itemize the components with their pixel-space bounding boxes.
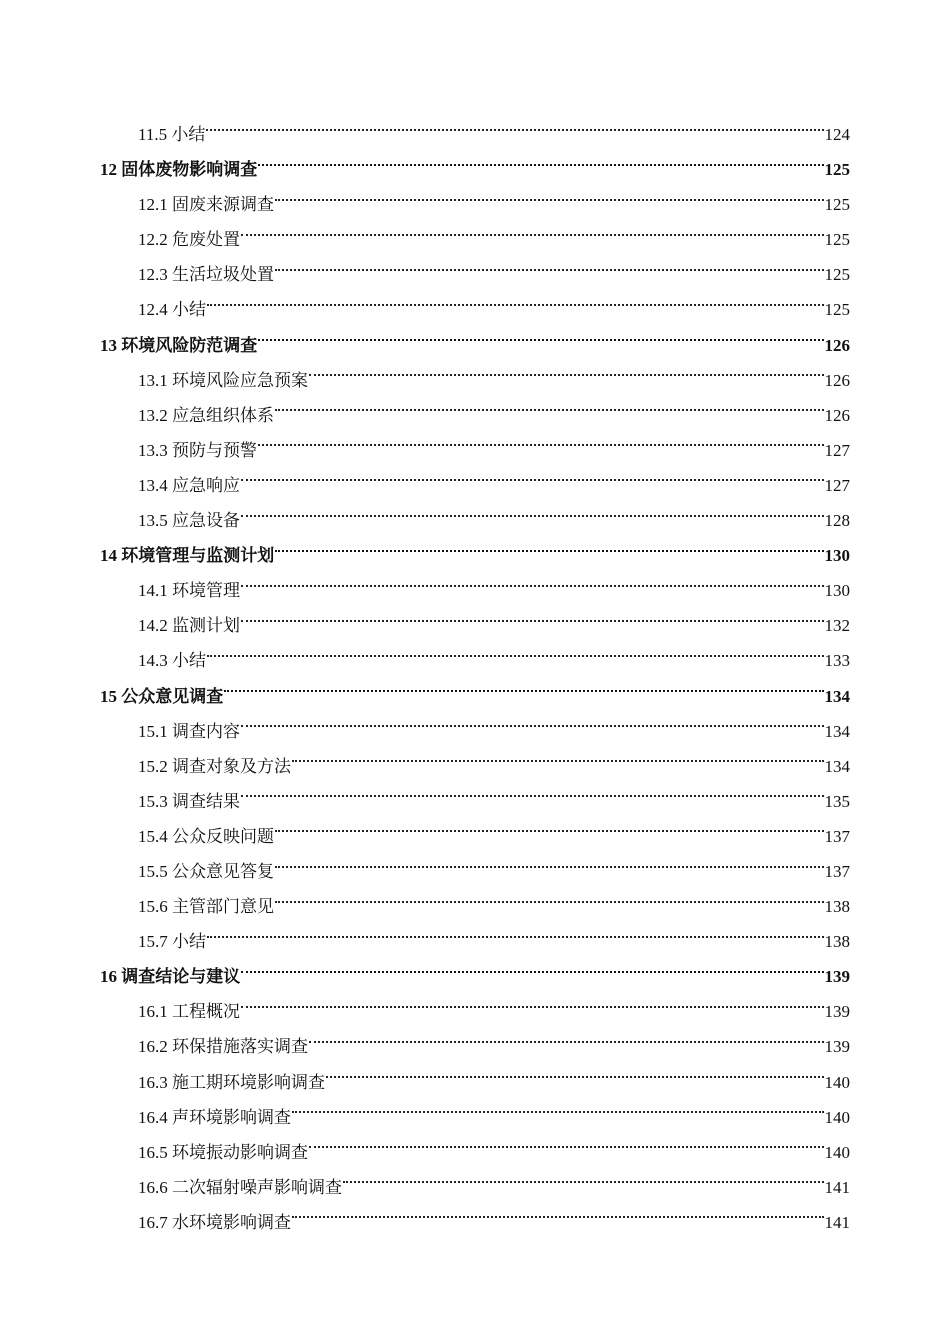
toc-section-entry[interactable] (100, 187, 850, 222)
toc-chapter-entry[interactable] (100, 152, 850, 187)
toc-dot-leader (275, 830, 824, 832)
toc-section-entry[interactable] (100, 257, 850, 292)
toc-section-entry[interactable] (100, 468, 850, 503)
toc-dot-leader (207, 304, 824, 306)
toc-page-number: 126 (824, 370, 850, 390)
toc-page-number: 125 (824, 265, 850, 285)
toc-dot-leader (343, 1181, 824, 1183)
toc-section-entry[interactable] (100, 398, 850, 433)
toc-page-number: 132 (824, 616, 850, 636)
toc-entry-title: 14.2 监测计划 (138, 616, 240, 636)
toc-dot-leader (275, 866, 824, 868)
toc-section-entry[interactable] (100, 1100, 850, 1135)
toc-page-number: 124 (824, 125, 850, 144)
toc-page-number: 137 (824, 826, 850, 846)
toc-entry-title: 13.5 应急设备 (138, 511, 240, 531)
toc-page-number: 127 (824, 475, 850, 495)
toc-entry-title: 16.1 工程概况 (138, 1002, 240, 1022)
toc-entry-title: 12.3 生活垃圾处置 (138, 265, 274, 285)
toc-section-entry[interactable] (100, 363, 850, 398)
toc-page-number: 140 (824, 1107, 850, 1127)
table-of-contents (100, 117, 850, 1240)
toc-section-entry[interactable] (100, 1205, 850, 1240)
toc-dot-leader (207, 936, 824, 938)
toc-dot-leader (241, 479, 824, 481)
toc-dot-leader (241, 795, 824, 797)
toc-entry-title: 12.2 危废处置 (138, 230, 240, 250)
toc-section-entry[interactable] (100, 503, 850, 538)
toc-page-number: 140 (824, 1072, 850, 1092)
toc-page-number: 133 (824, 651, 850, 671)
toc-dot-leader (275, 199, 824, 201)
toc-page-number: 141 (824, 1177, 850, 1197)
toc-section-entry[interactable] (100, 222, 850, 257)
toc-dot-leader (258, 444, 824, 446)
toc-section-entry[interactable] (100, 784, 850, 819)
toc-dot-leader (309, 374, 824, 376)
toc-entry-title: 14.1 环境管理 (138, 581, 240, 601)
toc-entry-title: 15.6 主管部门意见 (138, 897, 274, 917)
toc-section-entry[interactable] (100, 819, 850, 854)
toc-page-number: 125 (824, 230, 850, 250)
toc-entry-title: 13.4 应急响应 (138, 475, 240, 495)
toc-section-entry[interactable] (100, 1029, 850, 1064)
toc-entry-title: 16.2 环保措施落实调查 (138, 1037, 308, 1057)
toc-page-number: 139 (824, 967, 850, 987)
toc-dot-leader (241, 585, 824, 587)
toc-entry-title: 15.5 公众意见答复 (138, 861, 274, 881)
toc-dot-leader (241, 515, 824, 517)
toc-dot-leader (292, 760, 824, 762)
toc-page-number: 130 (824, 581, 850, 601)
toc-dot-leader (292, 1111, 824, 1113)
toc-dot-leader (292, 1216, 824, 1218)
toc-entry-title: 13.3 预防与预警 (138, 440, 257, 460)
toc-section-entry[interactable] (100, 433, 850, 468)
toc-section-entry[interactable] (100, 1170, 850, 1205)
toc-section-entry[interactable] (100, 573, 850, 608)
toc-entry-title: 16.7 水环境影响调查 (138, 1212, 291, 1232)
toc-page-number: 125 (824, 195, 850, 215)
toc-entry-title: 15.2 调查对象及方法 (138, 756, 291, 776)
toc-dot-leader (258, 164, 823, 166)
toc-entry-title: 14 环境管理与监测计划 (100, 546, 275, 566)
toc-entry-title: 15 公众意见调查 (100, 686, 224, 706)
toc-section-entry[interactable] (100, 994, 850, 1029)
toc-entry-title: 12.4 小结 (138, 300, 206, 320)
toc-dot-leader (224, 690, 823, 692)
toc-page-number: 135 (824, 791, 850, 811)
toc-entry-title: 15.3 调查结果 (138, 791, 240, 811)
toc-entry-title: 13.2 应急组织体系 (138, 405, 274, 425)
toc-entry-title: 15.4 公众反映问题 (138, 826, 274, 846)
toc-chapter-entry[interactable] (100, 679, 850, 714)
toc-page-number: 125 (824, 300, 850, 320)
toc-entry-title: 12 固体废物影响调查 (100, 160, 258, 180)
toc-page-number: 139 (824, 1037, 850, 1057)
toc-dot-leader (258, 339, 823, 341)
toc-page-number: 140 (824, 1142, 850, 1162)
toc-dot-leader (206, 129, 823, 131)
toc-page-number: 134 (824, 686, 850, 706)
toc-page-number: 127 (824, 440, 850, 460)
toc-entry-title: 11.5 小结 (138, 125, 206, 144)
toc-dot-leader (275, 550, 823, 552)
toc-dot-leader (309, 1041, 824, 1043)
toc-section-entry[interactable] (100, 854, 850, 889)
toc-entry-title: 16.5 环境振动影响调查 (138, 1142, 308, 1162)
toc-entry-title: 12.1 固废来源调查 (138, 195, 274, 215)
toc-entry-title: 16 调查结论与建议 (100, 967, 241, 987)
toc-page-number: 138 (824, 897, 850, 917)
toc-entry-title: 15.1 调查内容 (138, 721, 240, 741)
toc-entry-title: 16.3 施工期环境影响调查 (138, 1072, 325, 1092)
toc-section-entry[interactable] (100, 749, 850, 784)
toc-dot-leader (241, 725, 824, 727)
toc-section-entry[interactable] (100, 643, 850, 678)
toc-dot-leader (241, 620, 824, 622)
toc-section-entry[interactable] (100, 924, 850, 959)
toc-entry-title: 16.6 二次辐射噪声影响调查 (138, 1177, 342, 1197)
toc-dot-leader (241, 234, 824, 236)
toc-page-number: 141 (824, 1212, 850, 1232)
toc-dot-leader (275, 409, 824, 411)
toc-section-entry[interactable] (100, 1135, 850, 1170)
toc-dot-leader (275, 901, 824, 903)
toc-dot-leader (207, 655, 824, 657)
toc-entry-title: 13.1 环境风险应急预案 (138, 370, 308, 390)
toc-section-entry[interactable] (100, 1065, 850, 1100)
toc-page-number: 130 (824, 546, 850, 566)
toc-dot-leader (241, 1006, 824, 1008)
toc-page-number: 126 (824, 335, 850, 355)
toc-page-number: 134 (824, 756, 850, 776)
toc-entry-title: 14.3 小结 (138, 651, 206, 671)
toc-page-number: 126 (824, 405, 850, 425)
toc-section-entry[interactable] (100, 889, 850, 924)
toc-chapter-entry[interactable] (100, 538, 850, 573)
toc-chapter-entry[interactable] (100, 959, 850, 994)
toc-page-number: 138 (824, 932, 850, 952)
toc-page-number: 137 (824, 861, 850, 881)
toc-entry-title: 13 环境风险防范调查 (100, 335, 258, 355)
toc-page-number: 128 (824, 511, 850, 531)
toc-entry-title: 15.7 小结 (138, 932, 206, 952)
toc-page-number: 125 (824, 160, 850, 180)
toc-page-number: 134 (824, 721, 850, 741)
toc-dot-leader (326, 1076, 824, 1078)
toc-dot-leader (309, 1146, 824, 1148)
toc-section-entry[interactable] (100, 608, 850, 643)
toc-chapter-entry[interactable] (100, 328, 850, 363)
toc-section-entry[interactable] (100, 714, 850, 749)
toc-section-entry[interactable] (100, 117, 850, 152)
toc-dot-leader (275, 269, 824, 271)
toc-page-number: 139 (824, 1002, 850, 1022)
toc-entry-title: 16.4 声环境影响调查 (138, 1107, 291, 1127)
toc-dot-leader (241, 971, 823, 973)
toc-section-entry[interactable] (100, 292, 850, 327)
